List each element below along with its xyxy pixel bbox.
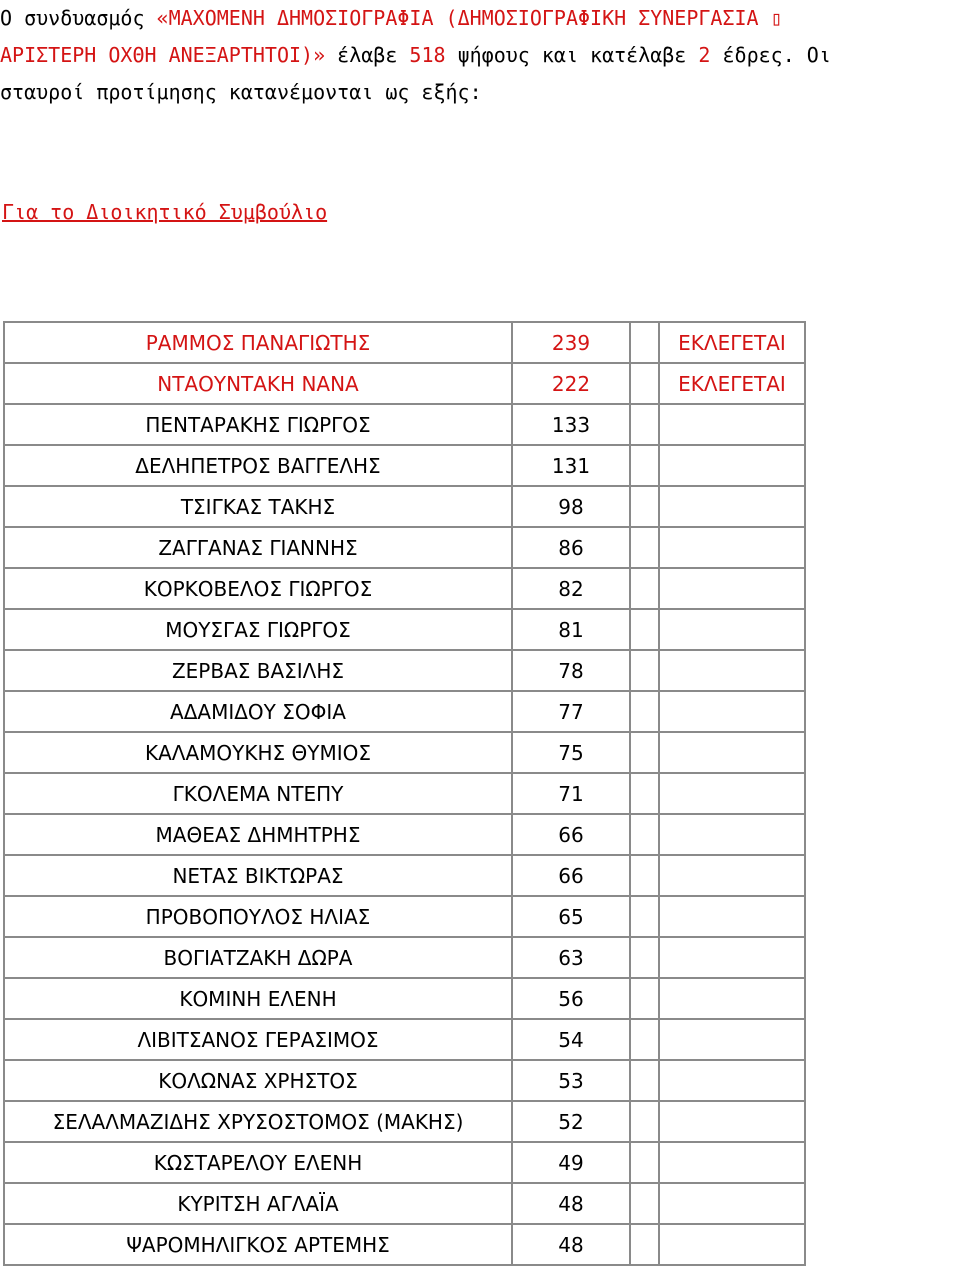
candidate-status — [660, 1184, 806, 1225]
candidate-status — [660, 856, 806, 897]
candidate-status — [660, 979, 806, 1020]
candidate-status — [660, 1020, 806, 1061]
candidate-name: ΒΟΓΙΑΤΖΑΚΗ ΔΩΡΑ — [5, 938, 513, 979]
candidate-status: ΕΚΛΕΓΕΤΑΙ — [660, 323, 806, 364]
candidate-votes: 48 — [513, 1184, 631, 1225]
candidate-status — [660, 692, 806, 733]
intro-received-text: έλαβε — [325, 43, 410, 67]
table-row — [5, 774, 806, 815]
candidate-status — [660, 487, 806, 528]
empty-cell — [631, 364, 660, 405]
intro-line-2-suffix: έδρες. Οι — [710, 43, 831, 67]
candidate-votes: 77 — [513, 692, 631, 733]
candidate-name: ΡΑΜΜΟΣ ΠΑΝΑΓΙΩΤΗΣ — [5, 323, 513, 364]
table-row — [5, 692, 806, 733]
candidate-votes: 56 — [513, 979, 631, 1020]
table-row — [5, 897, 806, 938]
intro-line-3: σταυροί προτίμησης κατανέμονται ως εξής: — [0, 80, 482, 104]
table-row — [5, 569, 806, 610]
candidate-votes: 78 — [513, 651, 631, 692]
coalition-name-part-1: «ΜΑΧΟΜΕΝΗ ΔΗΜΟΣΙΟΓΡΑΦΙΑ (ΔΗΜΟΣΙΟΓΡΑΦΙΚΗ ΣΥΝΕΡΓΑΣΙΑ — [156, 6, 771, 30]
section-title-board: Για το Διοικητικό Συμβούλιο — [2, 200, 328, 224]
candidate-votes: 65 — [513, 897, 631, 938]
empty-cell — [631, 323, 660, 364]
empty-cell — [631, 1061, 660, 1102]
candidate-votes: 222 — [513, 364, 631, 405]
candidate-name: ΨΑΡΟΜΗΛΙΓΚΟΣ ΑΡΤΕΜΗΣ — [5, 1225, 513, 1266]
candidate-votes: 54 — [513, 1020, 631, 1061]
table-row — [5, 1184, 806, 1225]
candidate-votes: 71 — [513, 774, 631, 815]
intro-line-1 — [0, 0, 960, 37]
candidate-status — [660, 774, 806, 815]
candidates-table-body — [5, 323, 806, 1266]
candidate-votes: 75 — [513, 733, 631, 774]
candidate-name: ΑΔΑΜΙΔΟΥ ΣΟΦΙΑ — [5, 692, 513, 733]
empty-cell — [631, 1102, 660, 1143]
candidate-name: ΛΙΒΙΤΣΑΝΟΣ ΓΕΡΑΣΙΜΟΣ — [5, 1020, 513, 1061]
candidate-status — [660, 528, 806, 569]
candidate-name: ΖΑΓΓΑΝΑΣ ΓΙΑΝΝΗΣ — [5, 528, 513, 569]
empty-cell — [631, 733, 660, 774]
candidate-name: ΠΡΟΒΟΠΟΥΛΟΣ ΗΛΙΑΣ — [5, 897, 513, 938]
table-row — [5, 651, 806, 692]
candidate-votes: 63 — [513, 938, 631, 979]
empty-cell — [631, 815, 660, 856]
candidate-votes: 49 — [513, 1143, 631, 1184]
table-row — [5, 1225, 806, 1266]
candidate-status — [660, 897, 806, 938]
candidate-name: ΝΕΤΑΣ ΒΙΚΤΩΡΑΣ — [5, 856, 513, 897]
table-row — [5, 487, 806, 528]
candidate-name: ΖΕΡΒΑΣ ΒΑΣΙΛΗΣ — [5, 651, 513, 692]
candidate-name: ΚΥΡΙΤΣΗ ΑΓΛΑΪΑ — [5, 1184, 513, 1225]
candidate-name: ΜΟΥΣΓΑΣ ΓΙΩΡΓΟΣ — [5, 610, 513, 651]
candidate-name: ΓΚΟΛΕΜΑ ΝΤΕΠΥ — [5, 774, 513, 815]
candidate-votes: 133 — [513, 405, 631, 446]
candidate-status — [660, 1143, 806, 1184]
coalition-name-part-2: ΑΡΙΣΤΕΡΗ ΟΧΘΗ ΑΝΕΞΑΡΤΗΤΟΙ)» — [0, 43, 326, 67]
candidate-status: ΕΚΛΕΓΕΤΑΙ — [660, 364, 806, 405]
intro-line-2 — [0, 37, 960, 74]
candidate-votes: 131 — [513, 446, 631, 487]
table-row — [5, 815, 806, 856]
candidate-status — [660, 1061, 806, 1102]
candidate-status — [660, 1225, 806, 1266]
table-row — [5, 446, 806, 487]
candidate-status — [660, 815, 806, 856]
candidate-status — [660, 569, 806, 610]
empty-cell — [631, 487, 660, 528]
empty-cell — [631, 528, 660, 569]
empty-cell — [631, 1184, 660, 1225]
table-row — [5, 323, 806, 364]
candidate-status — [660, 1102, 806, 1143]
candidate-votes: 66 — [513, 856, 631, 897]
candidate-name: ΠΕΝΤΑΡΑΚΗΣ ΓΙΩΡΓΟΣ — [5, 405, 513, 446]
candidate-status — [660, 610, 806, 651]
empty-cell — [631, 405, 660, 446]
empty-cell — [631, 774, 660, 815]
empty-cell — [631, 938, 660, 979]
empty-cell — [631, 1143, 660, 1184]
candidate-status — [660, 651, 806, 692]
empty-cell — [631, 446, 660, 487]
total-votes: 518 — [409, 43, 446, 67]
table-row — [5, 1061, 806, 1102]
empty-cell — [631, 897, 660, 938]
candidate-votes: 53 — [513, 1061, 631, 1102]
candidate-name: ΝΤΑΟΥΝΤΑΚΗ ΝΑΝΑ — [5, 364, 513, 405]
table-row — [5, 1143, 806, 1184]
candidate-votes: 48 — [513, 1225, 631, 1266]
candidate-votes: 81 — [513, 610, 631, 651]
candidate-votes: 86 — [513, 528, 631, 569]
candidate-name: ΜΑΘΕΑΣ ΔΗΜΗΤΡΗΣ — [5, 815, 513, 856]
candidate-status — [660, 733, 806, 774]
intro-votes-seats-text: ψήφους και κατέλαβε — [445, 43, 699, 67]
table-row — [5, 610, 806, 651]
empty-cell — [631, 692, 660, 733]
candidate-name: ΚΟΡΚΟΒΕΛΟΣ ΓΙΩΡΓΟΣ — [5, 569, 513, 610]
candidate-status — [660, 938, 806, 979]
candidate-votes: 66 — [513, 815, 631, 856]
intro-paragraph — [0, 0, 960, 111]
table-row — [5, 979, 806, 1020]
empty-cell — [631, 610, 660, 651]
table-row — [5, 856, 806, 897]
candidate-status — [660, 446, 806, 487]
candidate-votes: 239 — [513, 323, 631, 364]
empty-cell — [631, 1020, 660, 1061]
candidate-name: ΤΣΙΓΚΑΣ ΤΑΚΗΣ — [5, 487, 513, 528]
candidate-name: ΔΕΛΗΠΕΤΡΟΣ ΒΑΓΓΕΛΗΣ — [5, 446, 513, 487]
candidates-table — [3, 321, 806, 1266]
candidate-name: ΚΩΣΤΑΡΕΛΟΥ ΕΛΕΝΗ — [5, 1143, 513, 1184]
table-row — [5, 733, 806, 774]
empty-cell — [631, 1225, 660, 1266]
candidate-name: ΚΑΛΑΜΟΥΚΗΣ ΘΥΜΙΟΣ — [5, 733, 513, 774]
separator-glyph: ▯ — [770, 6, 783, 30]
candidate-status — [660, 405, 806, 446]
empty-cell — [631, 856, 660, 897]
empty-cell — [631, 979, 660, 1020]
candidate-name: ΚΟΜΙΝΗ ΕΛΕΝΗ — [5, 979, 513, 1020]
table-row — [5, 1102, 806, 1143]
seats-count: 2 — [698, 43, 711, 67]
empty-cell — [631, 569, 660, 610]
table-row — [5, 364, 806, 405]
candidate-name: ΚΟΛΩΝΑΣ ΧΡΗΣΤΟΣ — [5, 1061, 513, 1102]
candidate-votes: 82 — [513, 569, 631, 610]
candidate-name: ΣΕΛΑΛΜΑΖΙΔΗΣ ΧΡΥΣΟΣΤΟΜΟΣ (ΜΑΚΗΣ) — [5, 1102, 513, 1143]
intro-prefix: Ο συνδυασμός — [0, 6, 157, 30]
table-row — [5, 1020, 806, 1061]
candidate-votes: 52 — [513, 1102, 631, 1143]
candidate-votes: 98 — [513, 487, 631, 528]
empty-cell — [631, 651, 660, 692]
table-row — [5, 405, 806, 446]
table-row — [5, 938, 806, 979]
table-row — [5, 528, 806, 569]
